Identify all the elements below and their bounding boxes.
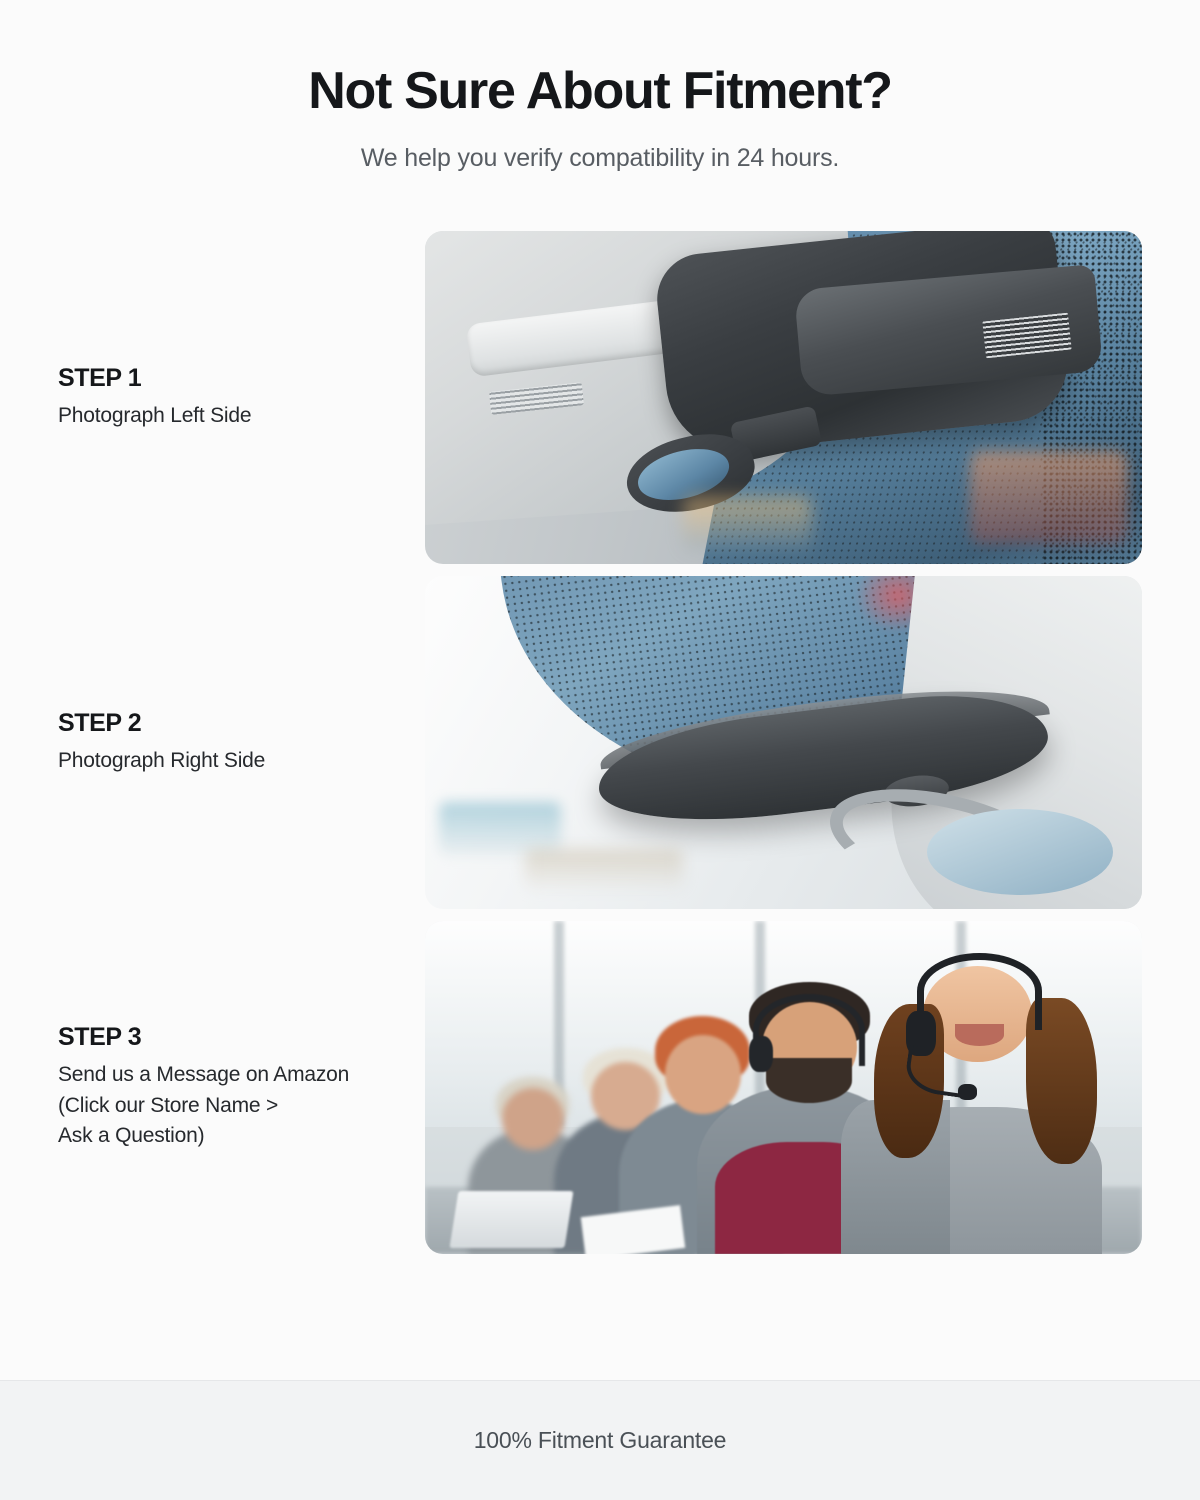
page-title: Not Sure About Fitment? (308, 62, 892, 120)
page-footer (0, 1380, 1200, 1500)
background-blur-left (439, 802, 561, 855)
step-image-windshield-left (425, 231, 1142, 564)
microphone-icon (958, 1084, 977, 1100)
background-blur-bottom (525, 849, 683, 889)
headset-earcup (749, 1036, 773, 1072)
laptop-shape (449, 1191, 573, 1248)
step-description: Photograph Left Side (58, 403, 252, 427)
steps-list (0, 231, 1200, 1254)
agent-figure-woman (841, 934, 1113, 1254)
background-blur-right (970, 451, 1128, 544)
step-image-support-team (425, 921, 1142, 1254)
mirror-glass-shape (927, 809, 1113, 896)
page-subtitle: We help you verify compatibility in 24 hours. (360, 143, 840, 172)
step-image-windshield-right (425, 576, 1142, 909)
step-description: Photograph Right Side (58, 748, 266, 772)
page-header (0, 0, 1200, 173)
step-text-block (0, 1023, 425, 1151)
step-item (0, 921, 1142, 1254)
step-text-block (0, 709, 425, 776)
headset-icon (917, 953, 1042, 1030)
step-label: STEP 3 (58, 1023, 142, 1052)
step-text-block (0, 364, 425, 431)
step-description-line-3: Ask a Question) (58, 1124, 205, 1148)
step-description-line-2: (Click our Store Name > (58, 1093, 279, 1117)
footer-guarantee-text: 100% Fitment Guarantee (473, 1427, 727, 1453)
step-item (0, 231, 1142, 564)
step-label: STEP 2 (58, 708, 142, 737)
background-blur-left (683, 497, 812, 550)
step-label: STEP 1 (58, 363, 142, 392)
step-description: Send us a Message on Amazon (58, 1063, 350, 1087)
step-item (0, 576, 1142, 909)
